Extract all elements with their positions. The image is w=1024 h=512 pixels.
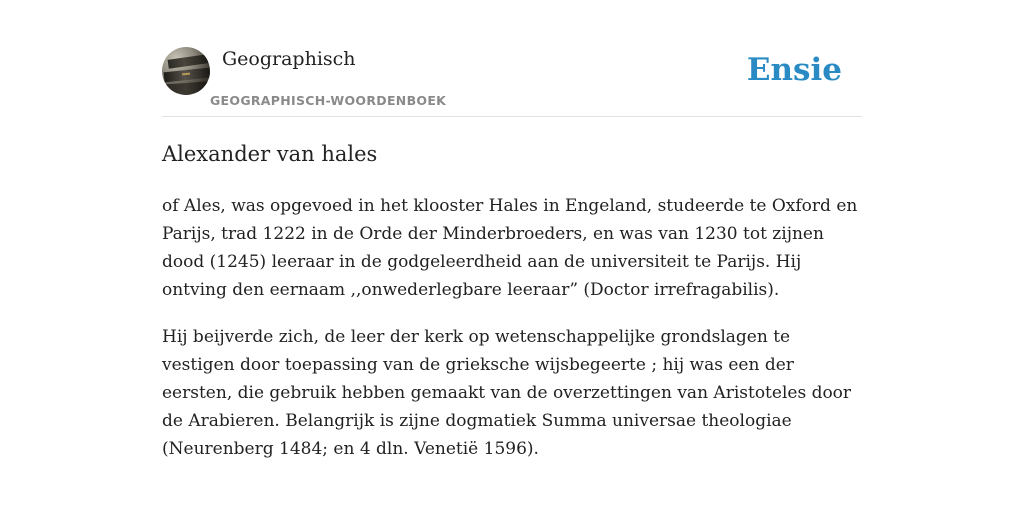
entry-paragraph: of Ales, was opgevoed in het klooster Hales in Engeland, studeerde te Oxford en Parijs, trad 1222 in de Orde der Minderbroeders, en was van 1230 tot zijnen dood (1245) leeraar in de godgeleerdheid aan de universiteit te Parijs. Hij ontving den eernaam ,,onwederlegbare leeraar” (Doctor irrefragabilis). xyxy=(162,196,858,300)
source-title[interactable]: Geographisch xyxy=(222,48,356,70)
source-header xyxy=(162,46,862,117)
book-spine xyxy=(162,81,210,94)
entry-body xyxy=(162,192,862,482)
entry-paragraph: Hij beijverde zich, de leer der kerk op wetenschappelijke grondslagen te vestigen door toepassing van de grieksche wijsbegeerte ; hij was een der eersten, die gebruik hebben gemaakt van de overzettingen van Aristoteles door de Arabieren. Belangrijk is zijne dogmatiek Summa universae theologiae (Neurenberg 1484; en 4 dln. Venetië 1596). xyxy=(162,327,852,459)
brand-logo[interactable]: Ensie xyxy=(746,52,842,88)
book-spine xyxy=(168,54,209,68)
source-avatar[interactable] xyxy=(162,47,210,95)
book-spine xyxy=(164,68,210,83)
source-subtitle[interactable]: GEOGRAPHISCH-WOORDENBOEK xyxy=(210,93,447,108)
entry-title: Alexander van hales xyxy=(162,142,378,166)
entry-card xyxy=(162,0,862,512)
